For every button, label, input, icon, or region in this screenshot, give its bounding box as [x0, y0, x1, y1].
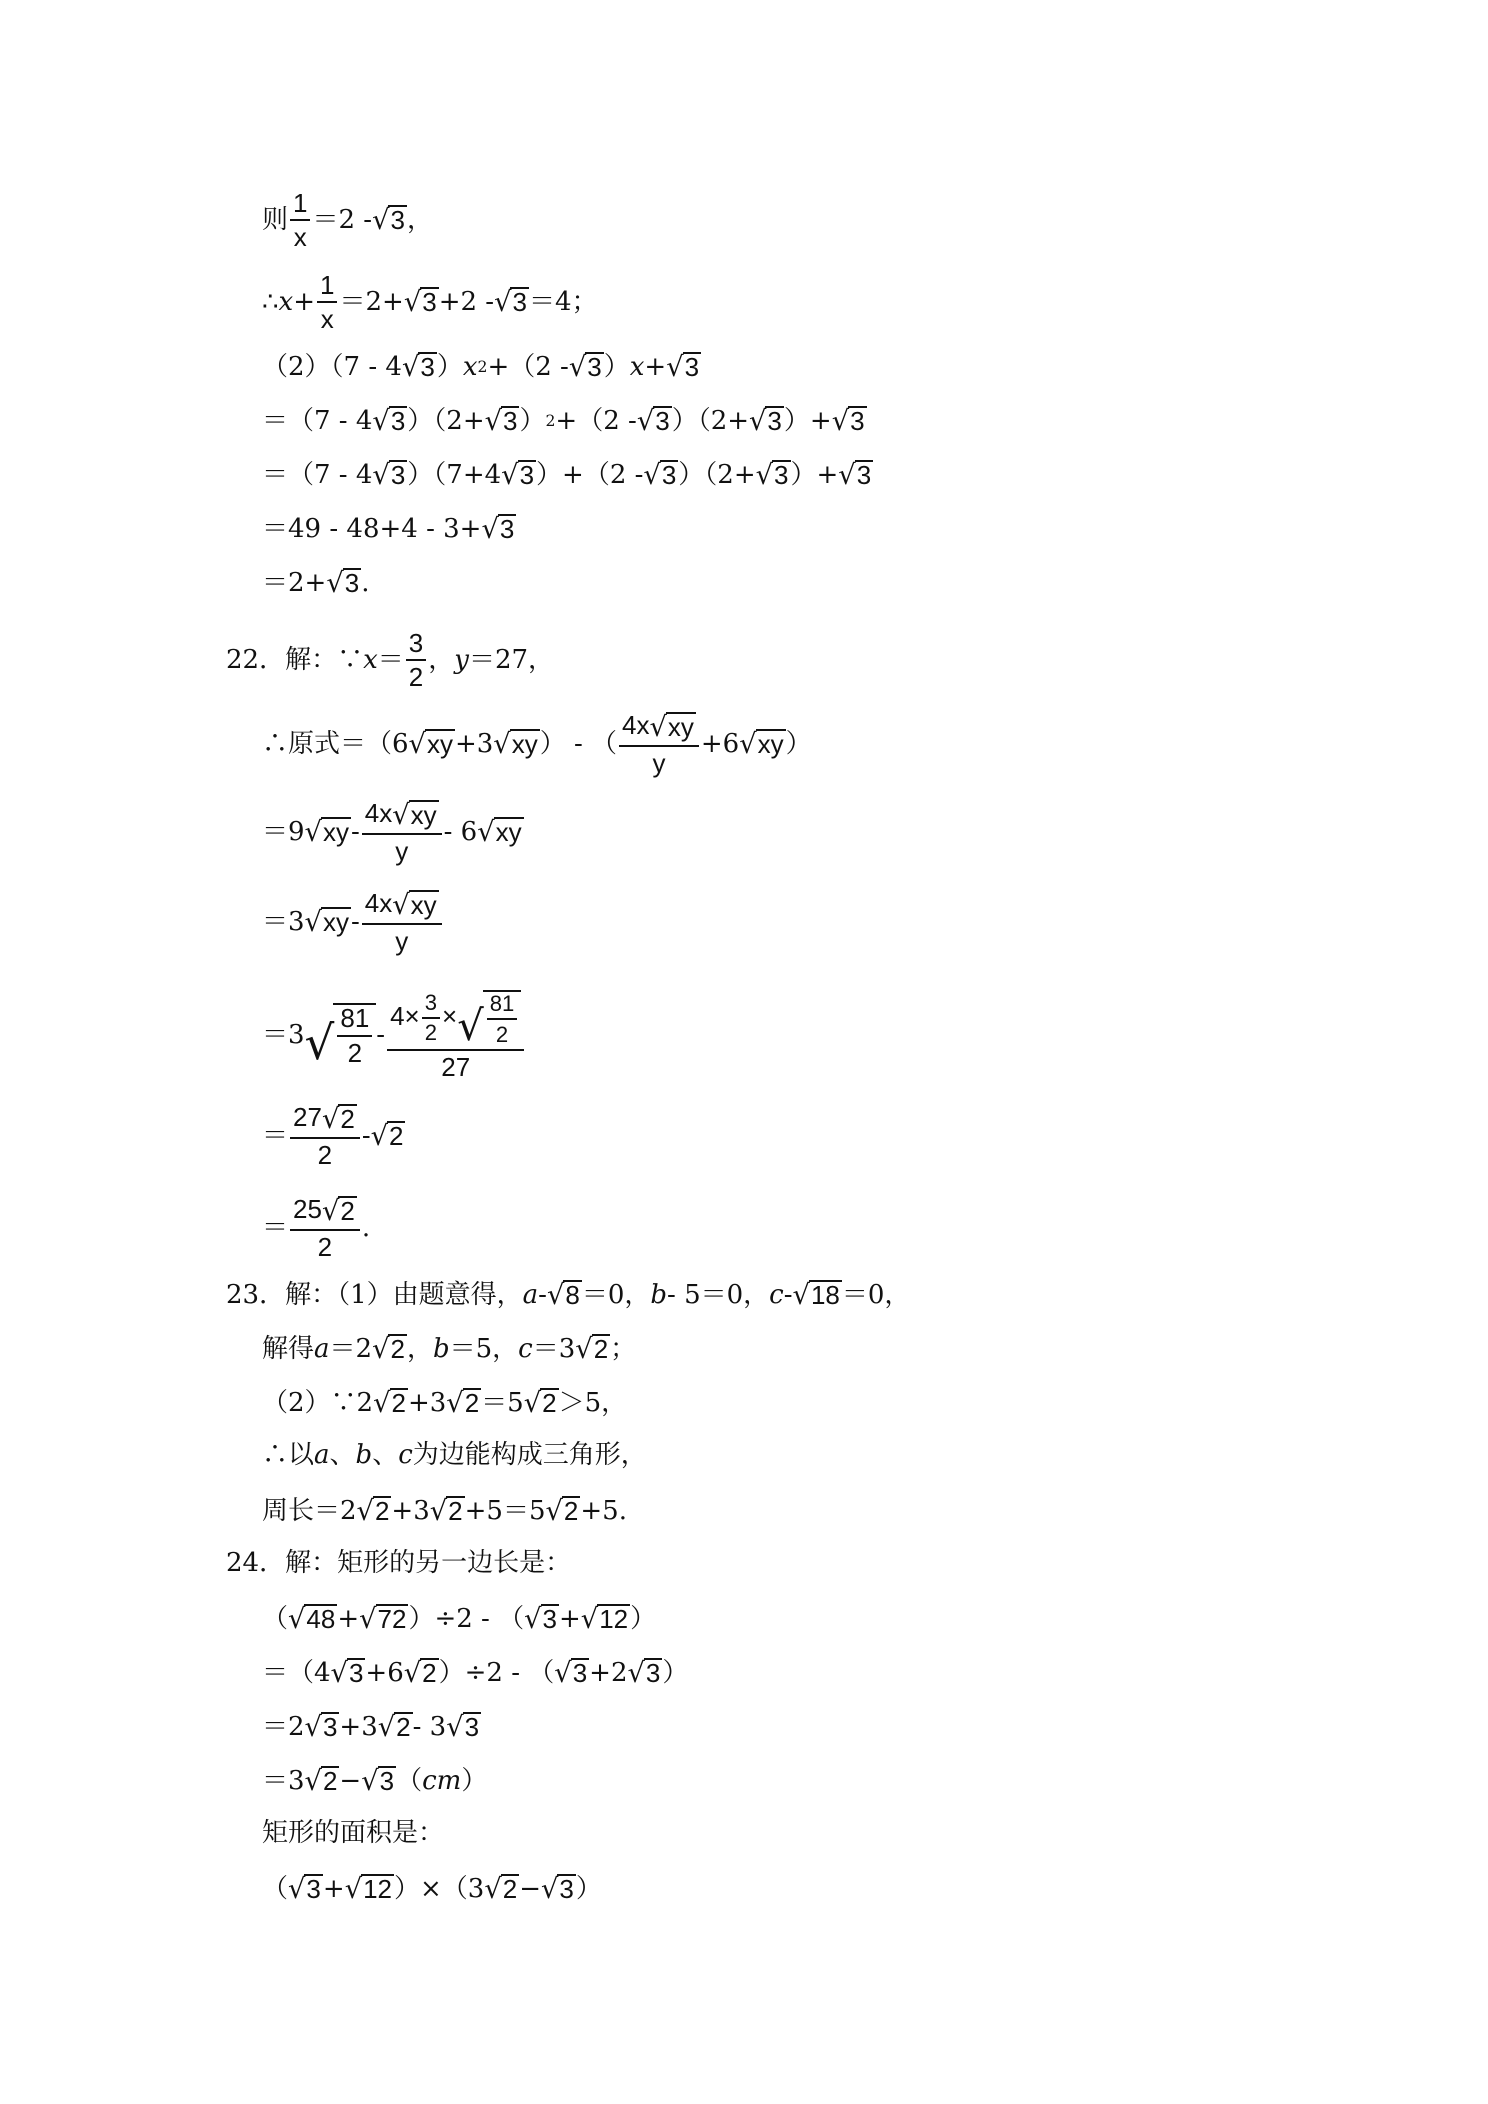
denominator: 2 [424, 1020, 438, 1046]
fraction [362, 800, 442, 864]
denominator: 2 [317, 1231, 333, 1262]
text: ＝（4 [262, 1657, 331, 1688]
text: ＝ [377, 645, 404, 675]
radicand [333, 1003, 376, 1068]
variable-x: x [363, 645, 378, 675]
numerator: 1 [317, 272, 337, 303]
fraction [337, 1002, 372, 1069]
radicand: 3 [420, 352, 435, 382]
radicand: 3 [856, 460, 872, 490]
text: . [361, 1212, 371, 1243]
text: ） [436, 351, 463, 382]
sqrt: √ 3 [288, 1874, 321, 1905]
sqrt: √ xy [408, 729, 453, 761]
text: ＝（7 - 4 [262, 459, 373, 490]
sqrt: √ 2 [372, 1334, 405, 1365]
numerator: 81 [487, 992, 518, 1020]
text: + [293, 287, 316, 317]
text: ）（7+4 [407, 459, 502, 490]
sqrt: √ xy [493, 729, 538, 761]
text: 27 [293, 1102, 322, 1132]
text: ＝5， [449, 1333, 519, 1364]
line-22-6 [262, 1104, 405, 1168]
denominator: 2 [495, 1022, 509, 1048]
text: ）÷2 - （ [438, 1657, 555, 1688]
sqrt: √ 2 [446, 1388, 480, 1419]
radicand: 3 [422, 287, 437, 318]
text: ＝9 [262, 816, 305, 847]
radicand: 3 [390, 205, 405, 236]
radicand: 18 [810, 1280, 840, 1310]
text: ＞5， [558, 1387, 628, 1418]
text: +6 [700, 728, 740, 759]
sqrt: √ 2 [370, 1121, 404, 1153]
text: - [538, 1279, 547, 1310]
text: （ [262, 1873, 289, 1904]
line-23-3 [262, 1388, 627, 1417]
radicand: xy [322, 907, 349, 938]
text: ） [785, 728, 812, 759]
line-21-2 [262, 272, 598, 332]
numerator [290, 1196, 360, 1231]
variable-x: x [629, 351, 645, 382]
radicand: xy [426, 729, 453, 760]
line-22-1 [226, 630, 554, 690]
variable-x: x [278, 287, 294, 317]
radicand: 3 [512, 287, 527, 318]
text: ＝2+ [262, 567, 327, 598]
fraction [487, 992, 518, 1046]
text: ∴以 [262, 1440, 315, 1470]
text: ） [575, 1873, 602, 1904]
sqrt: √ xy [304, 817, 349, 849]
denominator: y [652, 747, 666, 778]
line-24-2 [262, 1604, 656, 1633]
text: 、 [372, 1440, 399, 1470]
text: ）+ [783, 405, 832, 436]
sqrt: √ 12 [344, 1874, 393, 1905]
radicand: 3 [645, 1658, 661, 1688]
text: 、 [329, 1440, 356, 1470]
sqrt: √ 3 [304, 1712, 338, 1743]
denominator: x [320, 304, 334, 334]
radicand: xy [511, 729, 538, 760]
text: ， [406, 205, 433, 235]
line-23-4 [262, 1442, 647, 1468]
radicand: 3 [661, 460, 677, 490]
text: 4× [390, 1001, 420, 1032]
radicand: 3 [774, 460, 789, 490]
text: +3 [454, 728, 494, 759]
sqrt: √ 3 [554, 1658, 588, 1689]
radicand: 12 [599, 1604, 629, 1634]
variable-c: c [398, 1440, 413, 1470]
text: ＝3 [262, 1020, 305, 1051]
text: − [339, 1765, 362, 1796]
radicand: 3 [306, 1874, 321, 1904]
text: +3 [391, 1495, 430, 1526]
radicand: 3 [390, 406, 406, 436]
sqrt: √ 3 [494, 287, 527, 319]
sqrt: √ 3 [831, 406, 865, 437]
radicand: 3 [390, 460, 406, 490]
sqrt: √ 18 [792, 1280, 840, 1311]
variable-a: a [522, 1279, 539, 1310]
text: - [350, 816, 360, 847]
text: 4x [364, 888, 393, 918]
radicand: 3 [499, 514, 515, 544]
sqrt: √ xy [477, 817, 522, 849]
sqrt: √ 8 [546, 1280, 580, 1311]
text: ） [461, 1765, 488, 1796]
text: ＝ [262, 1120, 289, 1151]
radicand: 3 [379, 1766, 395, 1796]
text: （ [396, 1765, 423, 1796]
line-23-1 [226, 1280, 910, 1309]
text: + [559, 1603, 581, 1634]
text: ＝4； [528, 287, 598, 317]
sqrt: √ 3 [484, 406, 518, 437]
radicand: 3 [587, 352, 602, 382]
sqrt: √ 2 [575, 1334, 609, 1365]
fraction [362, 890, 442, 954]
radicand: 12 [363, 1874, 393, 1904]
radicand: 8 [565, 1280, 580, 1310]
radicand: 3 [559, 1874, 574, 1904]
text: 24．解：矩形的另一边长是： [226, 1548, 572, 1578]
line-24-3 [262, 1658, 688, 1687]
sqrt: √ 3 [326, 568, 360, 599]
sqrt: √ $\frac{81}{2}$ [457, 990, 521, 1046]
sqrt: √ 3 [666, 352, 700, 383]
radicand: 48 [306, 1604, 336, 1634]
radicand: 3 [322, 1712, 338, 1742]
sqrt: √ 3 [403, 287, 437, 319]
sqrt: √ 3 [643, 460, 677, 491]
radicand: 2 [322, 1766, 338, 1796]
text: - [783, 1279, 793, 1310]
radicand: 3 [464, 1712, 480, 1742]
line-23-2 [262, 1334, 636, 1363]
sqrt: √ 72 [359, 1604, 407, 1635]
variable-b: b [355, 1440, 373, 1470]
sqrt: √ 48 [288, 1604, 336, 1635]
sqrt: √ 2 [321, 1104, 355, 1136]
sqrt: √ 3 [568, 352, 602, 383]
radicand: 2 [396, 1712, 411, 1742]
fraction [406, 630, 426, 690]
text: − [519, 1873, 542, 1904]
text: 为边能构成三角形， [412, 1440, 647, 1470]
text: 22．解：∵ [226, 645, 364, 675]
radicand: 3 [767, 406, 782, 436]
text: ）（2+ [407, 405, 485, 436]
text: ＝2 [262, 1711, 305, 1742]
radicand: 2 [374, 1496, 390, 1526]
sqrt: √ 2 [523, 1388, 557, 1419]
line-23-5 [262, 1496, 627, 1525]
denominator: y [395, 835, 409, 866]
text: - 5＝0， [667, 1279, 770, 1310]
fraction [387, 990, 524, 1083]
fraction [290, 190, 310, 250]
text: - 6 [443, 816, 478, 847]
text: 周长＝2 [262, 1495, 357, 1526]
sqrt: √ 3 [627, 1658, 661, 1689]
variable-c: c [518, 1333, 533, 1364]
text: ） [603, 351, 630, 382]
numerator [290, 1104, 360, 1139]
line-22-3 [262, 800, 524, 864]
text: - 3 [412, 1711, 447, 1742]
line-21-6 [262, 514, 516, 543]
text: ， [428, 645, 455, 675]
sqrt: √ 2 [321, 1196, 355, 1228]
text: ＝2 - [312, 205, 373, 235]
variable-y: y [454, 645, 469, 675]
radicand: 3 [684, 352, 700, 382]
line-21-3: （2）（7 - 4 √ 3 ） x 2 +（2 - √ 3 ） x + √ 3 [262, 351, 700, 383]
text: ）（2+ [678, 459, 756, 490]
radicand: 2 [448, 1496, 463, 1526]
sqrt: √ 3 [330, 1658, 364, 1689]
text: ∴原式＝（6 [262, 728, 409, 759]
sqrt: √ xy [392, 800, 437, 832]
sqrt: √ 2 [429, 1496, 463, 1527]
text: ＝49 - 48+4 - 3+ [262, 513, 482, 544]
text: （2）∵2 [262, 1387, 374, 1418]
text: - [350, 906, 360, 937]
text: ）（2+ [671, 405, 750, 436]
radicand: 2 [391, 1388, 406, 1418]
radicand: 2 [593, 1334, 609, 1364]
text: × [442, 1001, 458, 1032]
variable-b: b [650, 1279, 668, 1310]
sqrt: √ 3 [501, 460, 535, 491]
line-21-7 [262, 568, 369, 597]
radicand: xy [757, 729, 784, 760]
line-24-6 [262, 1820, 444, 1846]
text: ＝ [262, 1212, 289, 1243]
variable-b: b [432, 1333, 450, 1364]
text: ＝2 [329, 1333, 373, 1364]
sqrt: √ 2 [377, 1712, 411, 1743]
sqrt: √ xy [649, 712, 694, 744]
radicand: 3 [572, 1658, 588, 1688]
sqrt: √ 12 [580, 1604, 629, 1635]
text: +6 [365, 1657, 404, 1688]
radicand: 72 [377, 1604, 407, 1634]
text: + [644, 351, 667, 382]
sqrt: √ $\frac{81}{2}$ [305, 1003, 377, 1068]
text: ）+（2 - [536, 459, 644, 490]
text: ＝3 [262, 906, 305, 937]
text: - [376, 1020, 386, 1051]
radicand: 3 [519, 460, 535, 490]
line-24-1 [226, 1550, 571, 1576]
sqrt: √ 3 [524, 1604, 557, 1635]
text: ）×（3 [394, 1873, 485, 1904]
numerator: 3 [406, 630, 426, 661]
text: （2）（7 - 4 [262, 351, 402, 382]
radicand: 3 [348, 1658, 364, 1688]
radicand: xy [495, 817, 522, 848]
numerator: 1 [290, 190, 310, 221]
radicand: 2 [390, 1334, 405, 1364]
fraction [422, 992, 440, 1044]
radicand: 3 [542, 1604, 557, 1634]
text: +5＝5 [464, 1495, 546, 1526]
text: 则 [262, 205, 289, 235]
sqrt: √ 2 [403, 1658, 437, 1689]
text: ＝27， [468, 645, 555, 675]
sqrt: √ 3 [838, 460, 872, 491]
text: ） - （ [539, 728, 618, 759]
radicand: 2 [340, 1104, 355, 1135]
numerator [619, 712, 699, 747]
sqrt: √ 2 [545, 1496, 579, 1527]
text: （ [262, 1603, 289, 1634]
sqrt: √ xy [304, 907, 349, 939]
radicand: 2 [502, 1874, 518, 1904]
numerator [387, 990, 524, 1051]
text: ＝0， [841, 1279, 911, 1310]
radicand: 2 [340, 1196, 355, 1227]
radicand: 2 [563, 1496, 579, 1526]
line-22-5 [262, 990, 526, 1083]
text: +5. [580, 1495, 627, 1526]
radicand: 2 [464, 1388, 480, 1418]
radicand: 3 [344, 568, 360, 598]
sqrt: √ 3 [636, 406, 670, 437]
radicand: 3 [850, 406, 865, 436]
line-24-4 [262, 1712, 481, 1741]
radicand [483, 990, 522, 1046]
text: ） [662, 1657, 689, 1688]
numerator: 81 [337, 1005, 372, 1037]
line-21-1 [262, 190, 433, 250]
text: ） [630, 1603, 657, 1634]
denominator: 2 [408, 662, 424, 692]
line-22-7 [262, 1196, 370, 1260]
text: 4x [364, 798, 393, 828]
sqrt: √ 3 [372, 406, 406, 437]
denominator: 2 [347, 1038, 363, 1069]
text: ）+ [790, 459, 839, 490]
text: 矩形的面积是： [262, 1818, 445, 1848]
sqrt: √ 3 [361, 1766, 395, 1797]
radicand: xy [667, 712, 694, 743]
sqrt: √ 3 [446, 1712, 480, 1743]
unit: cm [422, 1765, 462, 1796]
sqrt: √ 2 [356, 1496, 390, 1527]
radicand: xy [410, 800, 437, 831]
fraction [619, 712, 699, 776]
text: ＝3 [262, 1765, 305, 1796]
sqrt: √ 3 [401, 352, 435, 383]
denominator: 2 [317, 1139, 333, 1170]
radicand: xy [410, 890, 437, 921]
text: + [322, 1873, 345, 1904]
text: +（2 - [555, 405, 637, 436]
line-24-5 [262, 1766, 487, 1795]
text: ＝2+ [339, 287, 404, 317]
text: 23．解：（1）由题意得， [226, 1279, 523, 1310]
fraction [317, 272, 337, 332]
sqrt: √ 2 [373, 1388, 406, 1419]
text: ＝0， [581, 1279, 651, 1310]
text: + [337, 1603, 360, 1634]
radicand: 2 [422, 1658, 437, 1688]
fraction [290, 1196, 360, 1260]
radicand: 3 [655, 406, 670, 436]
text: ＝5 [481, 1387, 524, 1418]
variable-x: x [462, 351, 478, 382]
numerator: 3 [422, 992, 440, 1019]
numerator [362, 800, 442, 835]
denominator: 27 [441, 1052, 471, 1083]
text: . [361, 567, 370, 598]
line-22-2 [262, 712, 812, 776]
variable-c: c [769, 1279, 784, 1310]
text: - [361, 1120, 371, 1151]
text: ∴ [262, 287, 279, 317]
text: 解得 [262, 1333, 315, 1364]
numerator [362, 890, 442, 925]
text: ； [610, 1333, 637, 1364]
sqrt: √ 3 [372, 205, 405, 237]
line-21-4: ＝（7 - 4 √ 3 ）（2+ √ 3 ） 2 +（2 - √ 3 ）（2+ √ 3 ）+ √ 3 [262, 405, 865, 437]
text: ） [519, 405, 546, 436]
denominator: x [293, 222, 307, 252]
line-21-5 [262, 460, 873, 489]
text: ＝（7 - 4 [262, 405, 373, 436]
text: ， [406, 1333, 433, 1364]
text: +2 - [438, 287, 495, 317]
sqrt: √ 3 [541, 1874, 574, 1905]
text: +（2 - [487, 351, 569, 382]
sqrt: √ 3 [749, 406, 782, 437]
text: +3 [339, 1711, 378, 1742]
sqrt: √ xy [739, 729, 784, 761]
text: 4x [622, 710, 650, 740]
variable-a: a [314, 1333, 330, 1364]
sqrt: √ 3 [755, 460, 789, 491]
line-22-4 [262, 890, 444, 954]
text: 25 [293, 1194, 322, 1224]
radicand: 3 [503, 406, 518, 436]
text: +3 [407, 1387, 447, 1418]
sqrt: √ 2 [484, 1874, 518, 1905]
text: ）÷2 - （ [408, 1603, 525, 1634]
radicand: 2 [389, 1121, 404, 1152]
text: +2 [589, 1657, 628, 1688]
text: ＝3 [532, 1333, 576, 1364]
sqrt: √ 3 [372, 460, 406, 491]
line-24-7 [262, 1874, 602, 1903]
fraction [290, 1104, 360, 1168]
radicand: xy [322, 817, 349, 848]
denominator: y [395, 925, 409, 956]
sqrt: √ xy [392, 890, 437, 922]
sqrt: √ 2 [304, 1766, 338, 1797]
sqrt: √ 3 [481, 514, 515, 545]
variable-a: a [314, 1440, 330, 1470]
radicand: 2 [542, 1388, 557, 1418]
